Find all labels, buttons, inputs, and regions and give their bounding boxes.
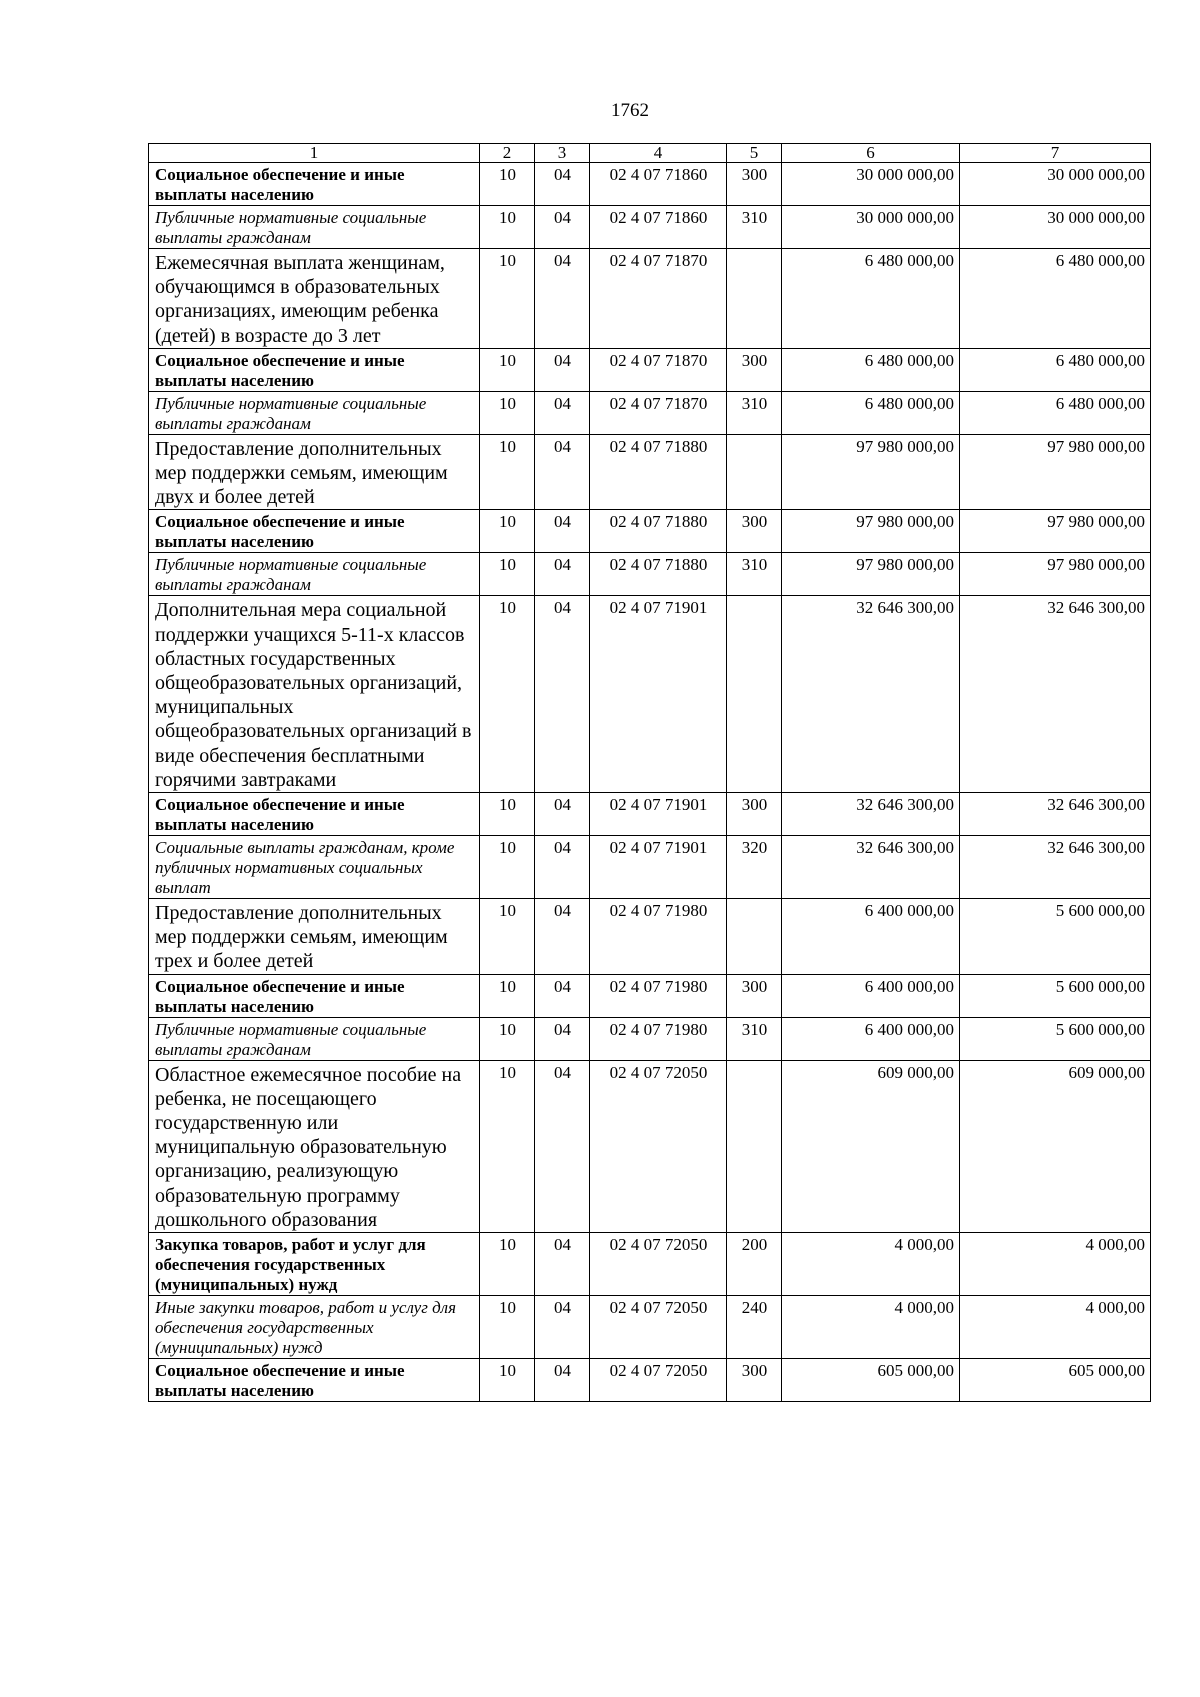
amount-col6: 605 000,00: [782, 1359, 960, 1402]
target-code: 02 4 07 72050: [590, 1359, 727, 1402]
table-row: [149, 206, 1151, 249]
target-code: 02 4 07 71880: [590, 553, 727, 596]
subsection-code: 04: [535, 1017, 590, 1060]
amount-col7: 30 000 000,00: [960, 163, 1151, 206]
amount-col7: 4 000,00: [960, 1296, 1151, 1359]
table-row: [149, 1359, 1151, 1402]
expense-type-code: 320: [727, 836, 782, 899]
amount-col7: 609 000,00: [960, 1060, 1151, 1232]
column-number: 2: [480, 144, 535, 163]
amount-col6: 6 400 000,00: [782, 974, 960, 1017]
table-body: [149, 163, 1151, 1402]
table-row: [149, 391, 1151, 434]
table-row: [149, 974, 1151, 1017]
amount-col7: 5 600 000,00: [960, 1017, 1151, 1060]
expense-type-code: 300: [727, 793, 782, 836]
column-number: 6: [782, 144, 960, 163]
target-code: 02 4 07 71860: [590, 206, 727, 249]
amount-col7: 32 646 300,00: [960, 596, 1151, 793]
column-number-row: [149, 144, 1151, 163]
target-code: 02 4 07 71870: [590, 348, 727, 391]
amount-col6: 6 400 000,00: [782, 1017, 960, 1060]
target-code: 02 4 07 71880: [590, 434, 727, 510]
table-row: [149, 553, 1151, 596]
table-row: [149, 1017, 1151, 1060]
table-row: [149, 1296, 1151, 1359]
amount-col7: 30 000 000,00: [960, 206, 1151, 249]
row-name: Публичные нормативные социальные выплаты гражданам: [149, 1017, 480, 1060]
table-row: [149, 348, 1151, 391]
expense-type-code: 240: [727, 1296, 782, 1359]
amount-col6: 97 980 000,00: [782, 553, 960, 596]
target-code: 02 4 07 71870: [590, 391, 727, 434]
row-name: Социальное обеспечение и иные выплаты населению: [149, 348, 480, 391]
subsection-code: 04: [535, 1060, 590, 1232]
section-code: 10: [480, 510, 535, 553]
subsection-code: 04: [535, 1359, 590, 1402]
table-row: [149, 793, 1151, 836]
target-code: 02 4 07 71880: [590, 510, 727, 553]
section-code: 10: [480, 1017, 535, 1060]
target-code: 02 4 07 71980: [590, 974, 727, 1017]
column-number: 7: [960, 144, 1151, 163]
subsection-code: 04: [535, 974, 590, 1017]
subsection-code: 04: [535, 510, 590, 553]
section-code: 10: [480, 206, 535, 249]
target-code: 02 4 07 71870: [590, 249, 727, 349]
subsection-code: 04: [535, 434, 590, 510]
expense-type-code: 310: [727, 553, 782, 596]
row-name: Предоставление дополнительных мер поддержки семьям, имеющим трех и более детей: [149, 899, 480, 975]
amount-col7: 4 000,00: [960, 1233, 1151, 1296]
subsection-code: 04: [535, 1296, 590, 1359]
table-row: [149, 249, 1151, 349]
amount-col7: 97 980 000,00: [960, 434, 1151, 510]
amount-col6: 97 980 000,00: [782, 434, 960, 510]
subsection-code: 04: [535, 348, 590, 391]
row-name: Ежемесячная выплата женщинам, обучающимся в образовательных организациях, имеющим ребенка (детей) в возрасте до 3 лет: [149, 249, 480, 349]
amount-col7: 6 480 000,00: [960, 348, 1151, 391]
row-name: Публичные нормативные социальные выплаты гражданам: [149, 391, 480, 434]
section-code: 10: [480, 1359, 535, 1402]
amount-col7: 97 980 000,00: [960, 553, 1151, 596]
amount-col7: 5 600 000,00: [960, 899, 1151, 975]
target-code: 02 4 07 71901: [590, 596, 727, 793]
table-row: [149, 836, 1151, 899]
table-row: [149, 1060, 1151, 1232]
amount-col6: 32 646 300,00: [782, 596, 960, 793]
column-number: 3: [535, 144, 590, 163]
section-code: 10: [480, 1233, 535, 1296]
expense-type-code: 300: [727, 974, 782, 1017]
expense-type-code: 300: [727, 510, 782, 553]
row-name: Предоставление дополнительных мер поддержки семьям, имеющим двух и более детей: [149, 434, 480, 510]
expense-type-code: 300: [727, 163, 782, 206]
amount-col6: 609 000,00: [782, 1060, 960, 1232]
section-code: 10: [480, 249, 535, 349]
subsection-code: 04: [535, 163, 590, 206]
row-name: Областное ежемесячное пособие на ребенка, не посещающего государственную или муниципальную образовательную организацию, реализующую образовательную программу дошкольного образования: [149, 1060, 480, 1232]
target-code: 02 4 07 71980: [590, 899, 727, 975]
subsection-code: 04: [535, 206, 590, 249]
amount-col6: 6 480 000,00: [782, 249, 960, 349]
amount-col6: 6 400 000,00: [782, 899, 960, 975]
subsection-code: 04: [535, 1233, 590, 1296]
amount-col6: 97 980 000,00: [782, 510, 960, 553]
row-name: Социальное обеспечение и иные выплаты населению: [149, 793, 480, 836]
amount-col7: 97 980 000,00: [960, 510, 1151, 553]
column-number: 5: [727, 144, 782, 163]
section-code: 10: [480, 553, 535, 596]
subsection-code: 04: [535, 596, 590, 793]
section-code: 10: [480, 391, 535, 434]
row-name: Социальное обеспечение и иные выплаты населению: [149, 1359, 480, 1402]
section-code: 10: [480, 1296, 535, 1359]
section-code: 10: [480, 793, 535, 836]
table-row: [149, 596, 1151, 793]
section-code: 10: [480, 163, 535, 206]
expense-type-code: [727, 596, 782, 793]
expense-type-code: [727, 434, 782, 510]
amount-col7: 605 000,00: [960, 1359, 1151, 1402]
amount-col7: 5 600 000,00: [960, 974, 1151, 1017]
amount-col6: 32 646 300,00: [782, 836, 960, 899]
section-code: 10: [480, 899, 535, 975]
column-number: 4: [590, 144, 727, 163]
target-code: 02 4 07 71901: [590, 793, 727, 836]
expense-type-code: 300: [727, 1359, 782, 1402]
subsection-code: 04: [535, 899, 590, 975]
amount-col6: 32 646 300,00: [782, 793, 960, 836]
row-name: Социальное обеспечение и иные выплаты населению: [149, 974, 480, 1017]
section-code: 10: [480, 596, 535, 793]
subsection-code: 04: [535, 249, 590, 349]
target-code: 02 4 07 71901: [590, 836, 727, 899]
target-code: 02 4 07 71980: [590, 1017, 727, 1060]
target-code: 02 4 07 72050: [590, 1233, 727, 1296]
row-name: Закупка товаров, работ и услуг для обеспечения государственных (муниципальных) нужд: [149, 1233, 480, 1296]
amount-col6: 6 480 000,00: [782, 348, 960, 391]
subsection-code: 04: [535, 553, 590, 596]
expense-type-code: 300: [727, 348, 782, 391]
expense-type-code: [727, 249, 782, 349]
row-name: Социальные выплаты гражданам, кроме публичных нормативных социальных выплат: [149, 836, 480, 899]
amount-col7: 32 646 300,00: [960, 836, 1151, 899]
table-row: [149, 434, 1151, 510]
subsection-code: 04: [535, 793, 590, 836]
column-number: 1: [149, 144, 480, 163]
amount-col7: 6 480 000,00: [960, 391, 1151, 434]
section-code: 10: [480, 836, 535, 899]
subsection-code: 04: [535, 836, 590, 899]
section-code: 10: [480, 974, 535, 1017]
expense-type-code: 310: [727, 206, 782, 249]
page-number: 1762: [611, 100, 649, 121]
expense-type-code: 310: [727, 391, 782, 434]
amount-col6: 4 000,00: [782, 1233, 960, 1296]
row-name: Публичные нормативные социальные выплаты гражданам: [149, 553, 480, 596]
row-name: Социальное обеспечение и иные выплаты населению: [149, 163, 480, 206]
table-row: [149, 510, 1151, 553]
budget-table: [148, 143, 1151, 1402]
amount-col6: 4 000,00: [782, 1296, 960, 1359]
expense-type-code: [727, 899, 782, 975]
section-code: 10: [480, 434, 535, 510]
amount-col6: 30 000 000,00: [782, 206, 960, 249]
table-row: [149, 1233, 1151, 1296]
row-name: Социальное обеспечение и иные выплаты населению: [149, 510, 480, 553]
target-code: 02 4 07 72050: [590, 1060, 727, 1232]
target-code: 02 4 07 72050: [590, 1296, 727, 1359]
amount-col6: 6 480 000,00: [782, 391, 960, 434]
amount-col7: 32 646 300,00: [960, 793, 1151, 836]
expense-type-code: 310: [727, 1017, 782, 1060]
amount-col6: 30 000 000,00: [782, 163, 960, 206]
section-code: 10: [480, 348, 535, 391]
expense-type-code: 200: [727, 1233, 782, 1296]
row-name: Дополнительная мера социальной поддержки учащихся 5-11-х классов областных государственных общеобразовательных организаций, муниципальных общеобразовательных организаций в виде обеспечения бесплатными горячими завтраками: [149, 596, 480, 793]
table-row: [149, 163, 1151, 206]
row-name: Публичные нормативные социальные выплаты гражданам: [149, 206, 480, 249]
amount-col7: 6 480 000,00: [960, 249, 1151, 349]
target-code: 02 4 07 71860: [590, 163, 727, 206]
expense-type-code: [727, 1060, 782, 1232]
section-code: 10: [480, 1060, 535, 1232]
row-name: Иные закупки товаров, работ и услуг для обеспечения государственных (муниципальных) нужд: [149, 1296, 480, 1359]
subsection-code: 04: [535, 391, 590, 434]
table-row: [149, 899, 1151, 975]
